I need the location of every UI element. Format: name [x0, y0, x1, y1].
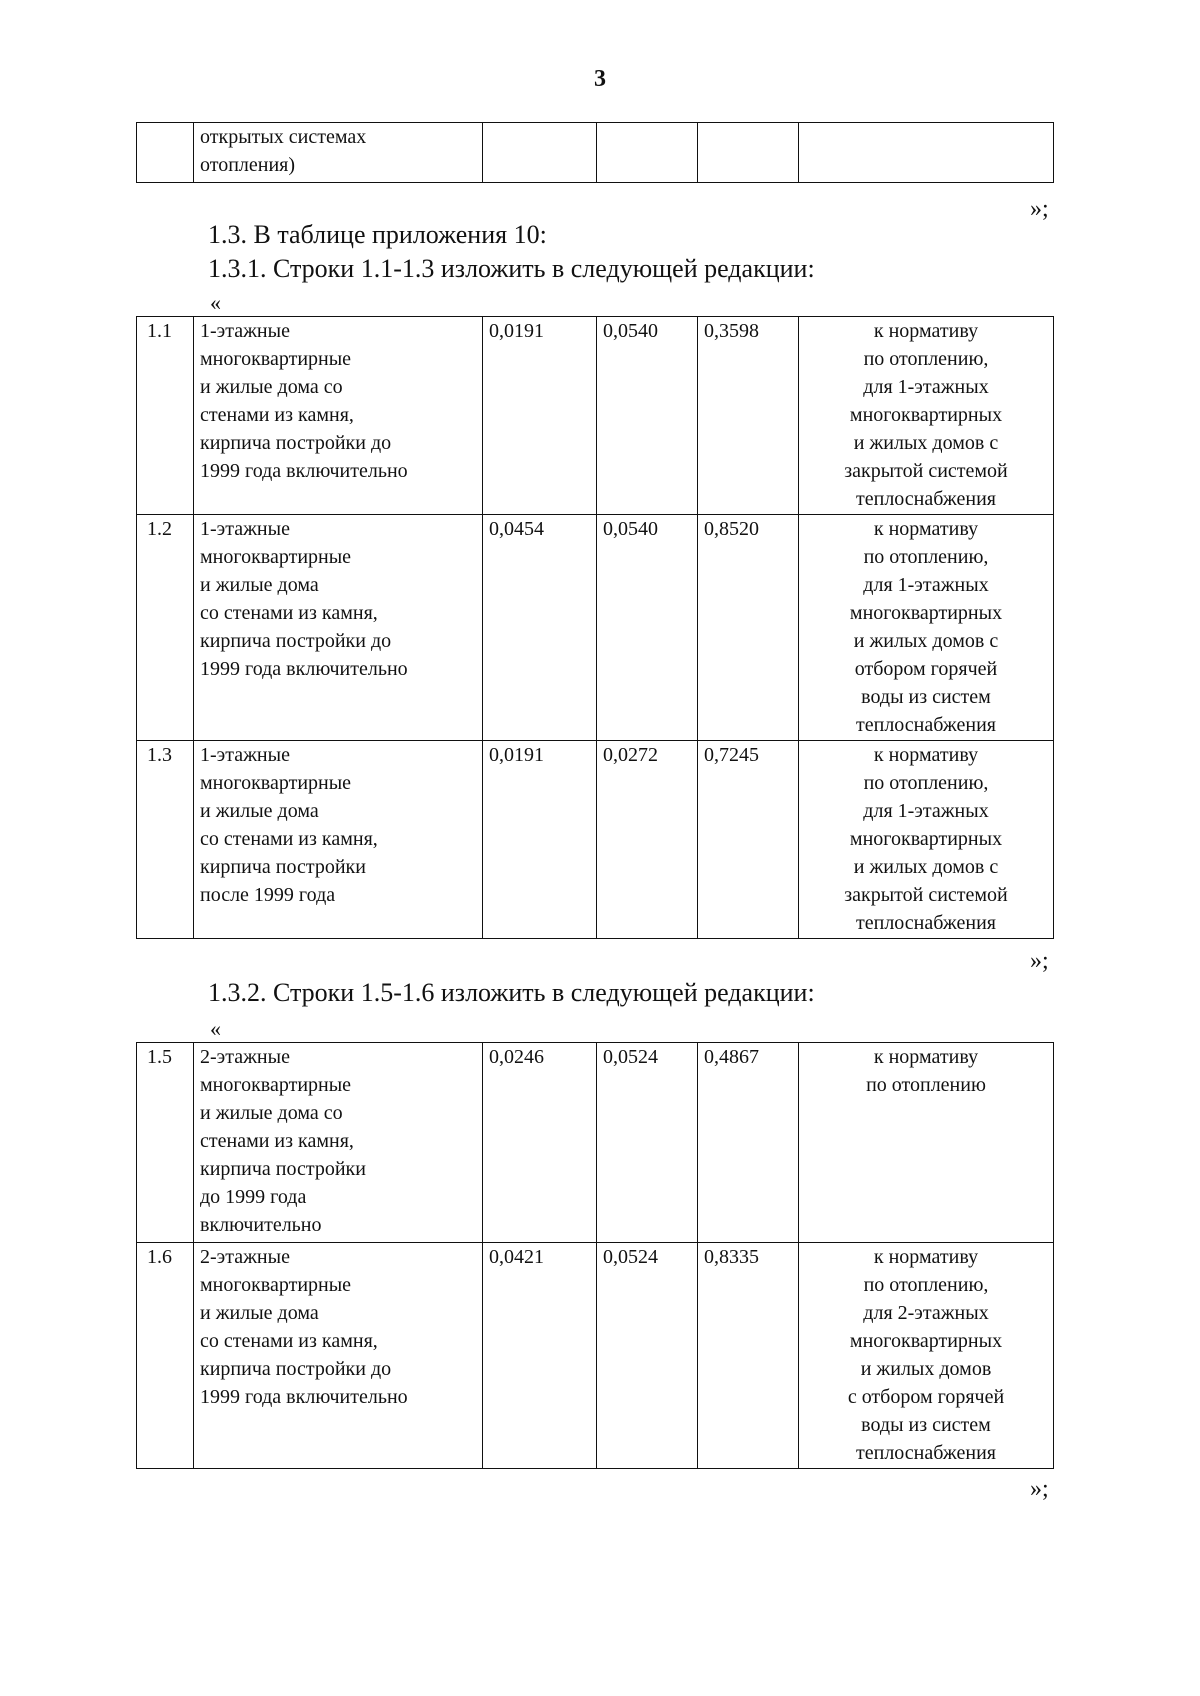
table-rows-1-5-to-1-6 — [136, 1042, 1054, 1469]
row-note: к нормативу по отоплению, для 1-этажных многоквартирных и жилых домов с закрытой системой теплоснабжения — [799, 741, 1054, 939]
row-description: 1-этажные многоквартирные и жилые дома со стенами из камня, кирпича постройки после 1999 года — [194, 741, 483, 939]
top-table-fragment — [136, 122, 1054, 183]
row-description: 1-этажные многоквартирные и жилые дома со стенами из камня, кирпича постройки до 1999 года включительно — [194, 317, 483, 515]
row-value-2: 0,0540 — [597, 317, 698, 515]
table-row — [137, 317, 1054, 515]
row-value-1: 0,0191 — [483, 317, 597, 515]
row-note: к нормативу по отоплению — [799, 1043, 1054, 1243]
row-value-2: 0,0524 — [597, 1043, 698, 1243]
opening-quote: « — [210, 290, 221, 315]
row-value-3: 0,4867 — [698, 1043, 799, 1243]
table-rows-1-1-to-1-3 — [136, 316, 1054, 939]
row-number: 1.6 — [137, 1243, 194, 1469]
row-number — [137, 123, 194, 183]
row-value-1: 0,0246 — [483, 1043, 597, 1243]
table-row — [137, 1043, 1054, 1243]
row-description: 2-этажные многоквартирные и жилые дома со стенами из камня, кирпича постройки до 1999 года включительно — [194, 1043, 483, 1243]
row-value-1: 0,0421 — [483, 1243, 597, 1469]
row-note — [799, 123, 1054, 183]
table-row — [137, 1243, 1054, 1469]
row-note: к нормативу по отоплению, для 1-этажных многоквартирных и жилых домов с закрытой системой теплоснабжения — [799, 317, 1054, 515]
row-value-2: 0,0540 — [597, 515, 698, 741]
opening-quote: « — [210, 1016, 221, 1041]
row-number: 1.5 — [137, 1043, 194, 1243]
section-1-3-1-heading: 1.3.1. Строки 1.1-1.3 изложить в следующей редакции: — [208, 254, 815, 283]
page-number: 3 — [594, 66, 606, 92]
row-note: к нормативу по отоплению, для 2-этажных многоквартирных и жилых домов с отбором горячей воды из систем теплоснабжения — [799, 1243, 1054, 1469]
row-value-1: 0,0454 — [483, 515, 597, 741]
table-row — [137, 123, 1054, 183]
closing-quote: »; — [1030, 948, 1049, 974]
row-note: к нормативу по отоплению, для 1-этажных многоквартирных и жилых домов с отбором горячей воды из систем теплоснабжения — [799, 515, 1054, 741]
row-description: 1-этажные многоквартирные и жилые дома со стенами из камня, кирпича постройки до 1999 года включительно — [194, 515, 483, 741]
table-row — [137, 741, 1054, 939]
closing-quote: »; — [1030, 196, 1049, 222]
row-description: 2-этажные многоквартирные и жилые дома со стенами из камня, кирпича постройки до 1999 года включительно — [194, 1243, 483, 1469]
row-value-3: 0,8520 — [698, 515, 799, 741]
closing-quote: »; — [1030, 1476, 1049, 1502]
row-value-1 — [483, 123, 597, 183]
row-value-2 — [597, 123, 698, 183]
row-description: открытых системах отопления) — [194, 123, 483, 183]
section-1-3-heading: 1.3. В таблице приложения 10: — [208, 220, 547, 249]
table-row — [137, 515, 1054, 741]
row-value-1: 0,0191 — [483, 741, 597, 939]
row-value-2: 0,0524 — [597, 1243, 698, 1469]
row-number: 1.3 — [137, 741, 194, 939]
row-value-2: 0,0272 — [597, 741, 698, 939]
row-value-3: 0,3598 — [698, 317, 799, 515]
row-value-3 — [698, 123, 799, 183]
row-number: 1.2 — [137, 515, 194, 741]
row-number: 1.1 — [137, 317, 194, 515]
row-value-3: 0,8335 — [698, 1243, 799, 1469]
row-value-3: 0,7245 — [698, 741, 799, 939]
section-1-3-2-heading: 1.3.2. Строки 1.5-1.6 изложить в следующей редакции: — [208, 978, 815, 1007]
